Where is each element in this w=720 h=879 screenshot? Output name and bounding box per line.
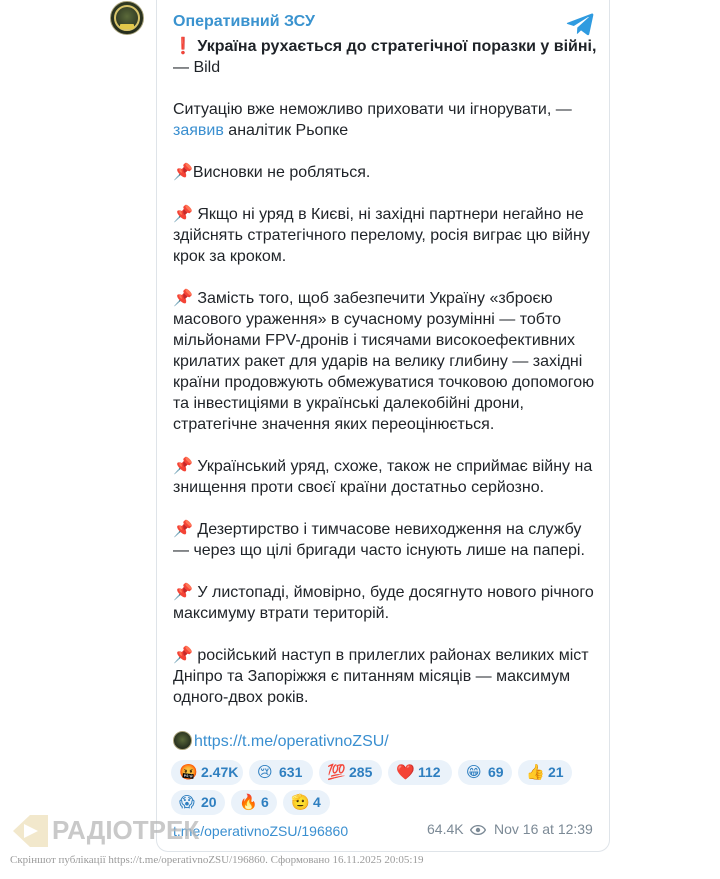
pin-icon: 📌	[173, 458, 193, 475]
paragraph-2	[173, 162, 598, 183]
reaction-thumbs-up[interactable]	[518, 760, 572, 785]
p4-text: Замість того, щоб забезпечити Україну «зброєю масового ураження» в сучасному розумінні — тобто мільйонами FPV-дронів і тисячами високоефективних крилатих ракет для ударів на велику глибину — західні країни продовжують обмежуватися точковою допомогою та інвестиціями в українські далекобійні дрони, стратегічне значення яких переоцінюється.	[173, 290, 595, 433]
reaction-salute[interactable]	[283, 790, 330, 815]
pin-icon: 📌	[173, 584, 193, 601]
pin-icon: 📌	[173, 290, 193, 307]
source-link[interactable]: заявив	[173, 122, 224, 139]
p1-end-text: аналітик Рьопке	[223, 122, 349, 139]
thumbs-up-icon: 👍	[526, 764, 545, 781]
reaction-count: 20	[201, 794, 217, 810]
reaction-scream[interactable]	[171, 790, 225, 815]
paragraph-1	[173, 99, 598, 141]
channel-mini-avatar-icon	[173, 731, 192, 750]
saluting-face-icon: 🫡	[291, 794, 310, 811]
reaction-count: 285	[349, 764, 373, 780]
paragraph-6	[173, 519, 598, 561]
pin-icon: 📌	[173, 647, 193, 664]
p8-text: російський наступ в прилеглих районах великих міст Дніпро та Запоріжжя є питанням місяців — максимум одного-двох років.	[173, 647, 589, 706]
hundred-points-icon: 💯	[327, 764, 346, 781]
reaction-count: 2.47K	[201, 764, 239, 780]
reaction-count: 69	[488, 764, 504, 780]
exclamation-icon: ❗	[173, 38, 193, 55]
post-timestamp: Nov 16 at 12:39	[494, 821, 593, 837]
reaction-angry[interactable]	[171, 760, 243, 785]
watermark-text: РАДІОТРЕК	[52, 815, 200, 845]
channel-avatar-icon[interactable]	[110, 1, 144, 35]
post-footer	[173, 821, 348, 841]
reaction-heart[interactable]	[388, 760, 452, 785]
reaction-count: 631	[279, 764, 303, 780]
screenshot-caption: Скріншот публікації https://t.me/operativnoZSU/196860. Сформовано 16.11.2025 20:05:19	[10, 854, 424, 866]
view-counter	[427, 821, 486, 837]
telegram-icon[interactable]	[566, 12, 594, 36]
reaction-count: 6	[261, 794, 269, 810]
paragraph-4	[173, 288, 598, 435]
paragraph-7	[173, 582, 598, 624]
channel-url-row	[173, 731, 389, 752]
channel-name[interactable]: Оперативний ЗСУ	[173, 13, 315, 30]
p3-text: Якщо ні уряд в Києві, ні західні партнери негайно не здійснять стратегічного перелому, росія виграє цю війну крок за кроком.	[173, 206, 590, 265]
post-text	[173, 36, 598, 708]
headline-bold: Україна рухається до стратегічної поразки у війні,	[197, 38, 597, 55]
reaction-count: 21	[548, 764, 564, 780]
reaction-fire[interactable]	[231, 790, 277, 815]
p2-text: Висновки не робляться.	[192, 164, 371, 181]
post-headline	[173, 36, 598, 78]
fire-icon: 🔥	[239, 794, 258, 811]
crying-face-icon: 😢	[257, 764, 273, 781]
reaction-hundred[interactable]	[319, 760, 382, 785]
grinning-face-icon: 😁	[466, 764, 482, 781]
avatar-emblem	[120, 24, 134, 29]
channel-url-link[interactable]: https://t.me/operativnoZSU/	[194, 733, 389, 750]
views-count: 64.4K	[427, 821, 464, 837]
p5-text: Український уряд, схоже, також не сприймає війну на знищення проти своєї країни достатньо серйозно.	[173, 458, 593, 496]
post-permalink[interactable]: t.me/operativnoZSU/196860	[173, 823, 349, 839]
paragraph-3	[173, 204, 598, 267]
screaming-face-icon: 😱	[179, 794, 195, 811]
paragraph-5	[173, 456, 598, 498]
p7-text: У листопаді, ймовірно, буде досягнуто нового річного максимуму втрати територій.	[173, 584, 594, 622]
paragraph-8	[173, 645, 598, 708]
reaction-count: 112	[418, 764, 441, 780]
heart-icon: ❤️	[396, 764, 415, 781]
eye-icon	[470, 825, 486, 835]
reaction-crying[interactable]	[249, 760, 313, 785]
reaction-count: 4	[313, 794, 321, 810]
pin-icon: 📌	[173, 521, 193, 538]
p1-text: Ситуацію вже неможливо приховати чи ігнорувати, —	[173, 101, 572, 118]
pin-icon: 📌	[173, 164, 193, 181]
p6-text: Дезертирство і тимчасове невиходження на службу — через що цілі бригади часто існують лише на папері.	[173, 521, 585, 559]
reaction-grin[interactable]	[458, 760, 512, 785]
pin-icon: 📌	[173, 206, 193, 223]
headline-source: — Bild	[173, 59, 221, 76]
angry-face-icon: 🤬	[179, 764, 198, 781]
